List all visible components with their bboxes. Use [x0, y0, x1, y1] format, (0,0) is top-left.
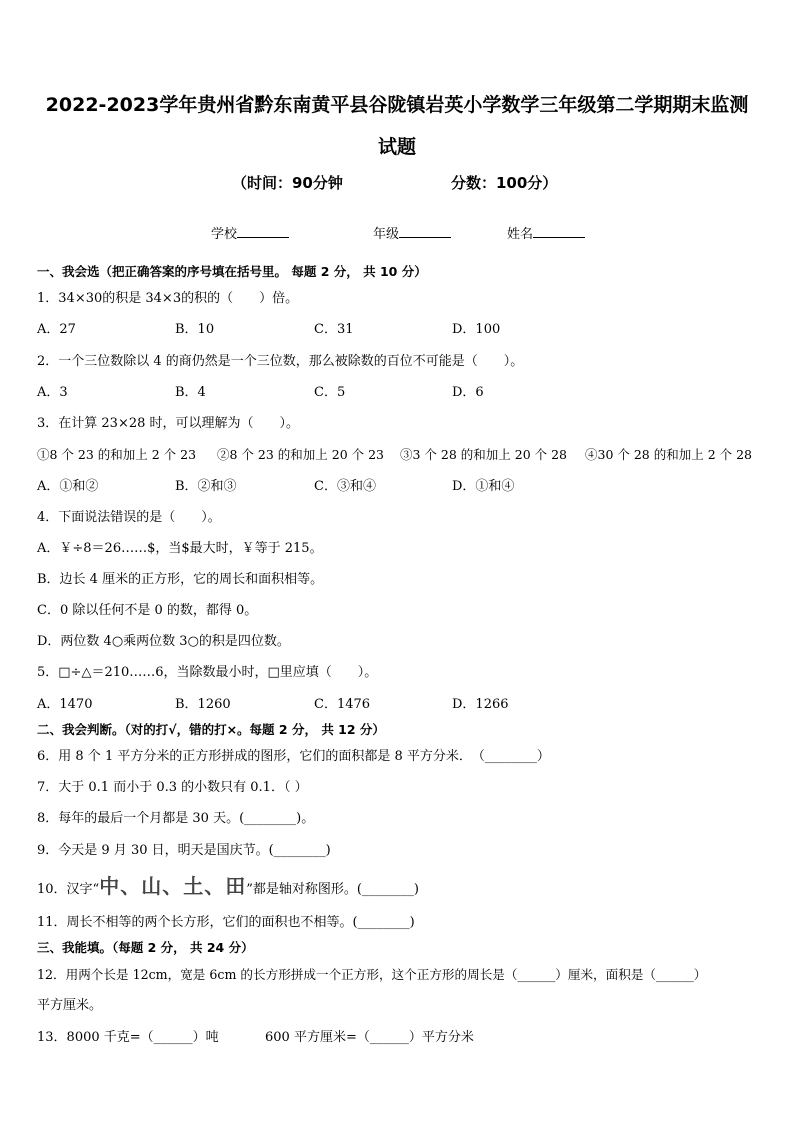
- grade-label: 年级: [373, 227, 400, 242]
- school-label: 学校: [211, 227, 238, 242]
- question-1: 1．34×30的积是 34×3的积的（ ）倍。: [37, 291, 299, 306]
- school-blank[interactable]: [237, 225, 289, 238]
- q4-statement-a[interactable]: A．￥÷8＝26……$，当$最大时，￥等于 215。: [37, 541, 323, 556]
- question-5: 5．□÷△＝210……6，当除数最小时，□里应填（ ）。: [37, 665, 378, 680]
- question-10: [37, 876, 419, 900]
- section-3-heading: 三、我能填。（每题 2 分， 共 24 分）: [37, 940, 254, 955]
- question-6: 6．用 8 个 1 平方分米的正方形拼成的图形，它们的面积都是 8 平方分米． （________）: [37, 749, 550, 764]
- question-9: 9．今天是 9 月 30 日，明天是国庆节。(________): [37, 843, 331, 858]
- q3-choice-4: ④30 个 28 的和加上 2 个 28: [585, 447, 753, 462]
- question-4: 4．下面说法错误的是（ ）。: [37, 510, 221, 525]
- question-13b: 600 平方厘米=（______）平方分米: [265, 1030, 474, 1045]
- time-label: （时间：90分钟: [232, 174, 343, 192]
- q3-option-c[interactable]: C．③和④: [314, 479, 376, 494]
- q3-option-b[interactable]: B．②和③: [175, 479, 237, 494]
- question-11: 11．周长不相等的两个长方形，它们的面积也不相等。(________): [37, 915, 415, 930]
- q3-option-a[interactable]: A．①和②: [37, 479, 99, 494]
- q4-statement-c[interactable]: C．0 除以任何不是 0 的数，都得 0。: [37, 603, 258, 618]
- q5-option-b[interactable]: B．1260: [175, 697, 231, 712]
- section-1-heading: 一、我会选（把正确答案的序号填在括号里。 每题 2 分， 共 10 分）: [37, 264, 427, 279]
- q1-option-b[interactable]: B．10: [175, 322, 215, 337]
- section-2-heading: 二、我会判断。（对的打√，错的打×。每题 2 分， 共 12 分）: [37, 722, 385, 737]
- q2-option-a[interactable]: A．3: [37, 385, 68, 400]
- question-2: 2．一个三位数除以 4 的商仍然是一个三位数，那么被除数的百位不可能是（ ）。: [37, 354, 524, 369]
- q3-option-d[interactable]: D．①和④: [452, 479, 515, 494]
- q10-suffix: ”都是轴对称图形。(________): [246, 882, 419, 897]
- school-field[interactable]: [211, 223, 289, 242]
- page-title: 2022-2023学年贵州省黔东南黄平县谷陇镇岩英小学数学三年级第二学期期末监测试题: [45, 94, 749, 158]
- q10-characters: 中、山、土、田: [99, 874, 247, 898]
- q4-statement-b[interactable]: B．边长 4 厘米的正方形，它的周长和面积相等。: [37, 572, 324, 587]
- q3-choice-1: ①8 个 23 的和加上 2 个 23: [37, 447, 197, 462]
- name-label: 姓名: [507, 227, 534, 242]
- q5-option-a[interactable]: A．1470: [37, 697, 93, 712]
- question-3: 3．在计算 23×28 时，可以理解为（ ）。: [37, 416, 300, 431]
- question-8: 8．每年的最后一个月都是 30 天。(________)。: [37, 811, 315, 826]
- name-blank[interactable]: [533, 225, 585, 238]
- q2-option-d[interactable]: D．6: [452, 385, 484, 400]
- q10-prefix: 10．汉字“: [37, 882, 100, 897]
- question-12-cont: 平方厘米。: [37, 998, 103, 1013]
- q1-option-d[interactable]: D．100: [452, 322, 501, 337]
- q2-option-c[interactable]: C．5: [314, 385, 346, 400]
- q1-option-a[interactable]: A．27: [37, 322, 76, 337]
- q2-option-b[interactable]: B．4: [175, 385, 206, 400]
- score-label: 分数：100分）: [451, 174, 558, 192]
- q5-option-c[interactable]: C．1476: [314, 697, 371, 712]
- q4-statement-d[interactable]: D．两位数 4○乘两位数 3○的积是四位数。: [37, 634, 290, 649]
- name-field[interactable]: [507, 223, 585, 242]
- q3-choice-3: ③3 个 28 的和加上 20 个 28: [400, 447, 568, 462]
- grade-field[interactable]: [373, 223, 451, 242]
- q5-option-d[interactable]: D．1266: [452, 697, 509, 712]
- grade-blank[interactable]: [399, 225, 451, 238]
- question-7: 7．大于 0.1 而小于 0.3 的小数只有 0.1．（ ）: [37, 780, 308, 795]
- q1-option-c[interactable]: C．31: [314, 322, 354, 337]
- question-12: 12．用两个长是 12cm，宽是 6cm 的长方形拼成一个正方形，这个正方形的周长是（______）厘米，面积是（______）: [37, 967, 707, 982]
- q3-choice-2: ②8 个 23 的和加上 20 个 23: [217, 447, 385, 462]
- question-13a: 13．8000 千克=（______）吨: [37, 1030, 219, 1045]
